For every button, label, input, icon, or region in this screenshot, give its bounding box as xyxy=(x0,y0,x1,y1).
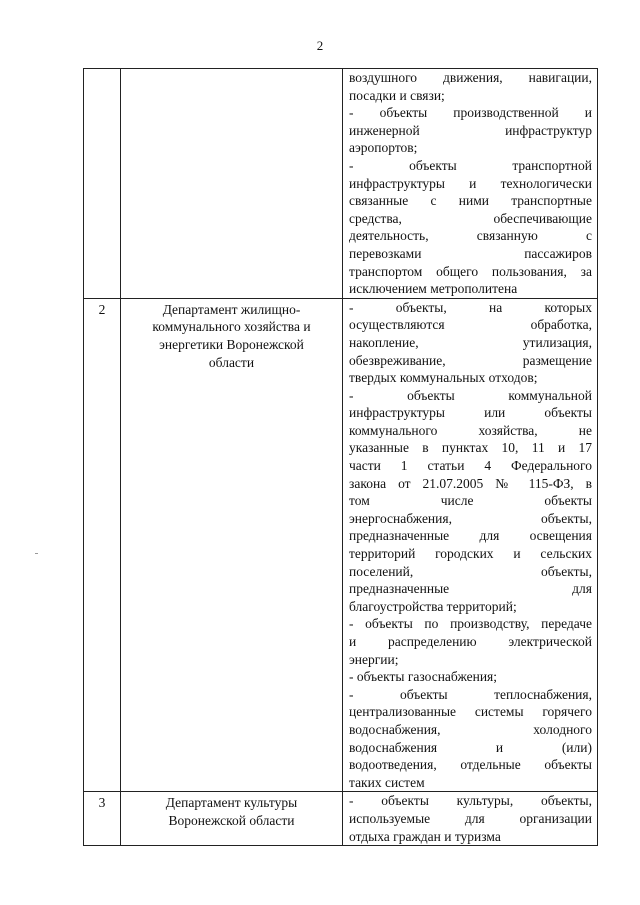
objects-cell xyxy=(343,69,598,299)
object-line: - объекты транспортной xyxy=(349,157,592,173)
object-line: осуществляются обработка, xyxy=(349,317,592,333)
object-line: используемые для организации xyxy=(349,810,592,826)
object-line: том числе объекты xyxy=(349,493,592,509)
object-line: аэропортов; xyxy=(349,140,418,156)
table-row xyxy=(84,298,598,792)
department-line: Департамент культуры xyxy=(165,795,298,811)
object-line: средства, обеспечивающие xyxy=(349,210,592,226)
object-line: энергоснабжения, объекты, xyxy=(349,510,592,526)
object-line: централизованные системы горячего xyxy=(349,704,592,720)
object-line: инженерной инфраструктур xyxy=(349,122,592,138)
scan-mark xyxy=(35,553,38,554)
object-line: таких систем xyxy=(349,774,425,790)
department-line: энергетики Воронежской xyxy=(159,336,304,352)
object-line: водоотведения, отдельные объекты xyxy=(349,757,592,773)
object-line: - объекты производственной и xyxy=(349,105,592,121)
object-line: территорий городских и сельских xyxy=(349,546,592,562)
row-number-cell: 3 xyxy=(84,792,121,846)
object-line: исключением метрополитена xyxy=(349,281,518,297)
department-line: Департамент жилищно- xyxy=(162,301,301,317)
department-cell xyxy=(121,298,343,792)
department-cell xyxy=(121,792,343,846)
object-line: и распределению электрической xyxy=(349,634,592,649)
object-line: - объекты газоснабжения; xyxy=(349,669,498,685)
object-line: - объекты по производству, передаче xyxy=(349,616,592,632)
department-line: области xyxy=(208,354,255,370)
table-row xyxy=(84,69,598,299)
object-line: благоустройства территорий; xyxy=(349,598,517,614)
object-line: отдыха граждан и туризма xyxy=(349,828,501,844)
department-line: Воронежской области xyxy=(168,812,295,828)
departments-table xyxy=(83,68,598,846)
page-number: 2 xyxy=(316,38,324,53)
object-line: транспортом общего пользования, за xyxy=(349,263,592,279)
object-line: коммунального хозяйства, не xyxy=(349,422,592,438)
objects-cell xyxy=(343,298,598,792)
row-number-cell xyxy=(84,69,121,299)
department-line: коммунального хозяйства и xyxy=(152,319,311,335)
object-line: - объекты теплоснабжения, xyxy=(349,686,592,702)
object-line: поселений, объекты, xyxy=(349,563,592,579)
object-line: посадки и связи; xyxy=(349,87,445,103)
object-line: инфраструктуры или объекты xyxy=(349,405,592,421)
object-line: - объекты коммунальной xyxy=(349,387,592,403)
object-line: - объекты культуры, объекты, xyxy=(349,793,592,809)
object-line: предназначенные для xyxy=(349,581,592,597)
object-line: водоснабжения, холодного xyxy=(349,721,592,737)
object-line: перевозками пассажиров xyxy=(349,245,592,261)
object-line: энергии; xyxy=(349,651,399,667)
object-line: части 1 статьи 4 Федерального xyxy=(349,458,592,474)
object-line: накопление, утилизация, xyxy=(349,334,592,350)
table-row xyxy=(84,792,598,846)
object-line: указанные в пунктах 10, 11 и 17 xyxy=(349,440,592,456)
object-line: твердых коммунальных отходов; xyxy=(349,370,538,386)
object-line: деятельность, связанную с xyxy=(349,228,592,244)
object-line: инфраструктуры и технологически xyxy=(349,175,592,191)
table-body xyxy=(84,69,598,846)
object-line: воздушного движения, навигации, xyxy=(349,70,592,85)
object-line: предназначенные для освещения xyxy=(349,528,592,544)
object-line: водоснабжения и (или) xyxy=(349,739,592,755)
object-line: обезвреживание, размещение xyxy=(349,352,592,368)
object-line: закона от 21.07.2005 № 115-ФЗ, в xyxy=(349,475,592,491)
objects-cell xyxy=(343,792,598,846)
department-cell xyxy=(121,69,343,299)
object-line: - объекты, на которых xyxy=(349,299,592,315)
row-number-cell: 2 xyxy=(84,298,121,792)
object-line: связанные с ними транспортные xyxy=(349,193,592,209)
